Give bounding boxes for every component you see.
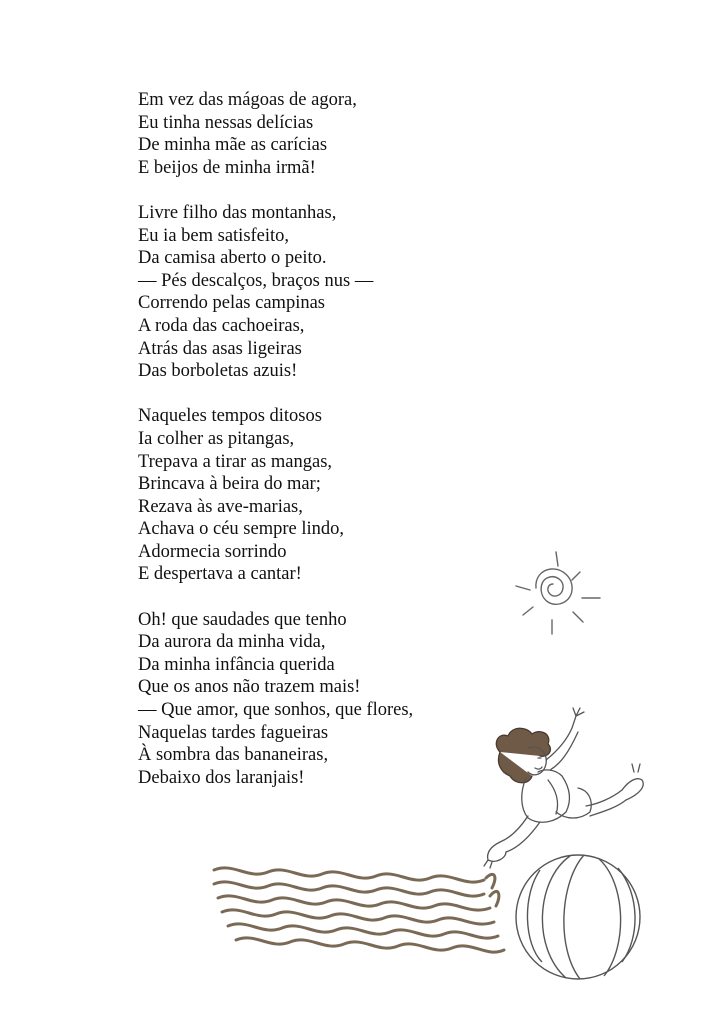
stanza-3 — [138, 405, 413, 586]
poem-line: E despertava a cantar! — [138, 564, 302, 585]
poem-line: E beijos de minha irmã! — [138, 157, 316, 178]
poem — [138, 89, 413, 789]
poem-line: Naquelas tardes fagueiras — [138, 722, 329, 743]
ball-illustration — [516, 855, 640, 979]
poem-line: Atrás das asas ligeiras — [138, 338, 302, 359]
poem-line: Brincava à beira do mar; — [138, 474, 321, 495]
poem-line: Eu tinha nessas delícias — [138, 112, 314, 133]
running-child-illustration — [484, 708, 643, 868]
poem-line: Da camisa aberto o peito. — [138, 248, 327, 269]
poem-line: Das borboletas azuis! — [138, 361, 298, 382]
sea-waves-illustration — [214, 868, 504, 952]
poem-line: Ia colher as pitangas, — [138, 428, 295, 449]
poem-line: — Que amor, que sonhos, que flores, — [138, 700, 414, 721]
poem-line: Da minha infância querida — [138, 654, 335, 675]
poem-line: Adormecia sorrindo — [138, 541, 287, 562]
poem-line: Da aurora da minha vida, — [138, 632, 326, 653]
poem-line: Que os anos não trazem mais! — [138, 677, 361, 698]
stanza-4 — [138, 609, 413, 790]
poem-line: Debaixo dos laranjais! — [138, 767, 305, 788]
poem-line: De minha mãe as carícias — [138, 135, 328, 156]
poem-line: Rezava às ave-marias, — [138, 496, 303, 517]
stanza-1 — [138, 89, 413, 179]
sun-icon — [516, 552, 600, 634]
stanza-2 — [138, 202, 413, 383]
poem-line: Correndo pelas campinas — [138, 293, 325, 314]
poem-line: Em vez das mágoas de agora, — [138, 90, 357, 110]
poem-line: Eu ia bem satisfeito, — [138, 225, 290, 246]
poem-line: Achava o céu sempre lindo, — [138, 519, 344, 540]
poem-line: Livre filho das montanhas, — [138, 202, 337, 223]
poem-line: A roda das cachoeiras, — [138, 315, 305, 336]
poem-line: — Pés descalços, braços nus — — [138, 270, 374, 291]
poem-line: Trepava a tirar as mangas, — [138, 451, 333, 472]
poem-line: Oh! que saudades que tenho — [138, 609, 347, 630]
poem-line: À sombra das bananeiras, — [138, 745, 329, 766]
poem-line: Naqueles tempos ditosos — [138, 406, 322, 427]
